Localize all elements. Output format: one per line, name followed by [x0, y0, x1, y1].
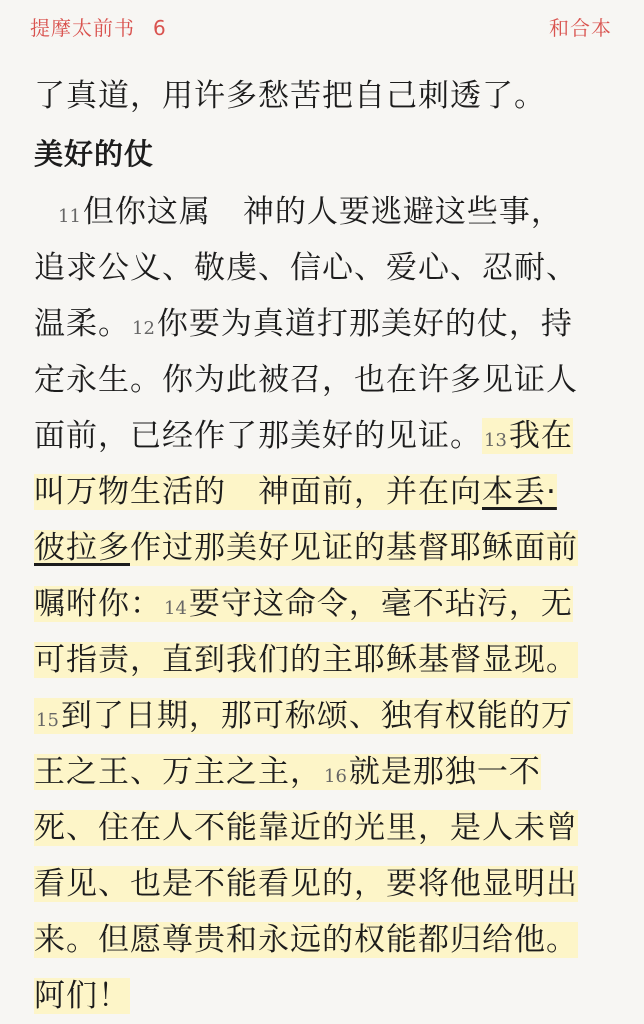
highlighted-verse-text[interactable]: 王之王、万主之主， — [34, 754, 322, 790]
verse-text[interactable]: 追求公义、敬虔、信心、爱心、忍耐、 — [34, 250, 578, 286]
person-name-link[interactable]: 本丢· — [482, 474, 557, 510]
highlighted-verse-text[interactable]: 看见、也是不能看见的，要将他显明出 — [34, 866, 578, 902]
text-line — [34, 912, 614, 968]
verse-number[interactable]: 14 — [164, 598, 187, 619]
text-segment: 了真道，用许多愁苦把自己刺透了。 — [34, 78, 546, 114]
highlighted-verse-text[interactable]: 叫万物生活的 神面前，并在向 — [34, 474, 482, 510]
scripture-text — [34, 68, 614, 1024]
text-line — [34, 464, 614, 520]
text-line — [34, 296, 614, 352]
text-line — [34, 632, 614, 688]
highlighted-verse-text[interactable]: 我在 — [508, 418, 573, 454]
verse-text[interactable]: 面前，已经作了那美好的见证。 — [34, 418, 482, 454]
verse-number[interactable]: 12 — [132, 318, 155, 339]
verse-number[interactable]: 16 — [324, 766, 347, 787]
text-line — [34, 968, 614, 1024]
text-line — [34, 688, 614, 744]
text-line — [34, 744, 614, 800]
highlighted-verse-text[interactable]: 可指责，直到我们的主耶稣基督显现。 — [34, 642, 578, 678]
text-line — [34, 408, 614, 464]
highlighted-verse-text[interactable]: 要守这命令，毫不玷污，无 — [188, 586, 573, 622]
highlighted-verse-text[interactable]: 就是那独一不 — [348, 754, 541, 790]
text-line — [34, 352, 614, 408]
text-line — [34, 576, 614, 632]
book-name: 提摩太前书 — [30, 16, 135, 40]
verse-number[interactable]: 15 — [36, 710, 59, 731]
text-line — [34, 184, 614, 240]
highlighted-verse-text[interactable]: 嘱咐你： — [34, 586, 162, 622]
highlighted-verse-text[interactable]: 死、住在人不能靠近的光里，是人未曾 — [34, 810, 578, 846]
highlighted-verse-text[interactable]: 作过那美好见证的基督耶稣面前 — [130, 530, 578, 566]
highlighted-verse-text[interactable]: 阿们！ — [34, 978, 130, 1014]
verse-text[interactable]: 温柔。 — [34, 306, 130, 342]
highlighted-verse-text[interactable]: 到了日期，那可称颂、独有权能的万 — [60, 698, 573, 734]
section-heading: 美好的仗 — [34, 137, 155, 171]
verse-number[interactable]: 11 — [58, 206, 81, 227]
text-line — [34, 520, 614, 576]
verse-text[interactable]: 你要为真道打那美好的仗，持 — [156, 306, 573, 342]
person-name-link[interactable]: 彼拉多 — [34, 530, 130, 566]
book-chapter-title[interactable] — [30, 12, 167, 41]
bible-version-button[interactable]: 和合本 — [549, 16, 612, 40]
text-line — [34, 856, 614, 912]
verse-number[interactable]: 13 — [484, 430, 507, 451]
chapter-number: 6 — [153, 16, 167, 40]
text-line — [34, 800, 614, 856]
text-line — [34, 240, 614, 296]
top-bar — [0, 0, 644, 52]
verse-text[interactable]: 但你这属 神的人要逃避这些事， — [82, 194, 563, 230]
verse-text[interactable]: 定永生。你为此被召，也在许多见证人 — [34, 362, 578, 398]
highlighted-verse-text[interactable]: 来。但愿尊贵和永远的权能都归给他。 — [34, 922, 578, 958]
text-line — [34, 68, 614, 124]
